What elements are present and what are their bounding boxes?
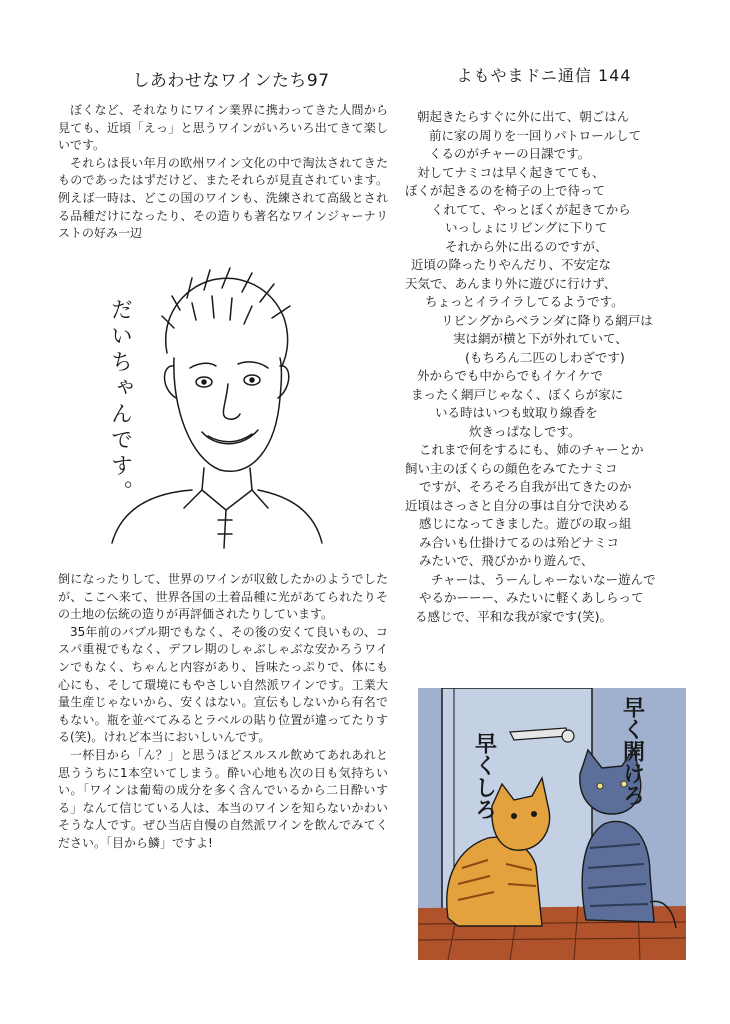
diary-line: る感じで、平和な我が家です(笑)。 [415,608,613,624]
diary-line: 対してナミコは早く起きてても、 [417,164,605,180]
diary-line: 感じになってきました。遊びの取っ組 [419,516,632,531]
diary-line: 前に家の周りを一回りパトロールして [429,127,642,143]
diary-line: リビングからベランダに降りる網戸は [441,312,653,328]
portrait-caption: だいちゃんです。 [107,298,133,506]
diary-line: みたいで、飛びかかり遊んで、 [419,553,594,568]
diary-line: 近頃はさっさと自分の事は自分で決める [405,497,631,513]
diary-line: 外からでも中からでもイケイケで [417,368,603,383]
paragraph: 35年前のバブル期でもなく、その後の安くて良いもの、コスパ重視でもなく、デフレ期のしゃぶしゃぶな安かろうワインでもなく、ちゃんと内容があり、旨味たっぷりで、体にも心にも、そして環境にもやさしい自然派ワインです。工業大量生産じゃないから、安くはない。宣伝もしないから有名でもない。瓶を並べてみるとラベルの貼り位置が違ってたりする(笑)。けれど本当においしいんです。 [58,624,388,745]
paragraph: 倒になったりして、世界のワインが収斂したかのようでしたが、ここへ来て、世界各国の土着品種に光があてられたりその土地の伝統の造りが再評価されたりしています。 [58,572,388,622]
column-title-wine: しあわせなワインたち97 [132,71,330,91]
diary-line: み合いも仕掛けてるのは殆どナミコ [419,534,620,550]
diary-line: 天気で、あんまり外に遊びに行けず、 [405,275,617,291]
diary-line: ぼくが起きるのを椅子の上で待って [405,183,606,198]
cat-speech-right: 早く開けろ [619,696,645,806]
diary-line: 近頃の降ったりやんだり、不安定な [411,257,612,272]
paragraph: 一杯目から「ん？」と思うほどスルスル飲めてあれあれと思ううちに1本空いてしまう。酔い心地も次の日も気持ちいい。「ワインは葡萄の成分を多く含んでいるから二日酔いする」なんて信じている人は、本当のワインを知らないかわいそうな人です。ぜひ当店自慢の自然派ワインを飲んでみてください。「目から鱗」ですよ! [58,747,388,850]
diary-line: ちょっとイライラしてるようです。 [425,294,624,309]
paragraph: ぼくなど、それなりにワイン業界に携わってきた人間から見ても、近頃「えっ」と思うワインがいろいろ出てきて楽しいです。 [58,103,388,153]
diary-line: ですが、そろそろ自我が出てきたのか [419,479,632,494]
diary-line: 朝起きたらすぐに外に出て、朝ごはん [417,109,630,124]
diary-line: いっしょにリビングに下りて [445,220,608,235]
wine-article-top [58,102,388,243]
wine-article-bottom [58,571,388,853]
diary-line: 炊きっぱなしです。 [469,423,581,439]
diary-line: まったく網戸じゃなく、ぼくらが家に [411,386,624,402]
diary-line: 実は網が横と下が外れていて、 [453,331,628,346]
diary-line: それから外に出るのですが、 [445,238,608,254]
diary-line: やるかーーー、みたいに軽くあしらって [419,590,644,605]
diary-line: チャーは、うーんしゃーないなー遊んで [431,571,656,587]
diary-line: くるのがチャーの日課です。 [429,146,591,161]
diary-line: 飼い主のぼくらの顔色をみてたナミコ [405,460,618,476]
cat-diary-text [405,108,685,626]
diary-line: いる時はいつも蚊取り線香を [435,405,598,420]
diary-line: これまで何をするにも、姉のチャーとか [419,442,644,457]
cat-speech-left: 早くしろ [471,732,497,820]
paragraph: それらは長い年月の欧州ワイン文化の中で淘汰されてきたものであったはずだけど、またそれらが見直されています。例えば一時は、どこの国のワインも、洗練されて高級とされる品種だけになったり、その造りも著名なワインジャーナリストの好み一辺 [58,155,388,241]
diary-line: (もちろん二匹のしわざです) [465,349,625,365]
portrait-illustration [92,258,342,553]
diary-line: くれてて、やっとぼくが起きてから [431,201,631,217]
column-title-newsletter: よもやまドニ通信 144 [456,66,632,85]
cats-illustration [418,688,686,960]
